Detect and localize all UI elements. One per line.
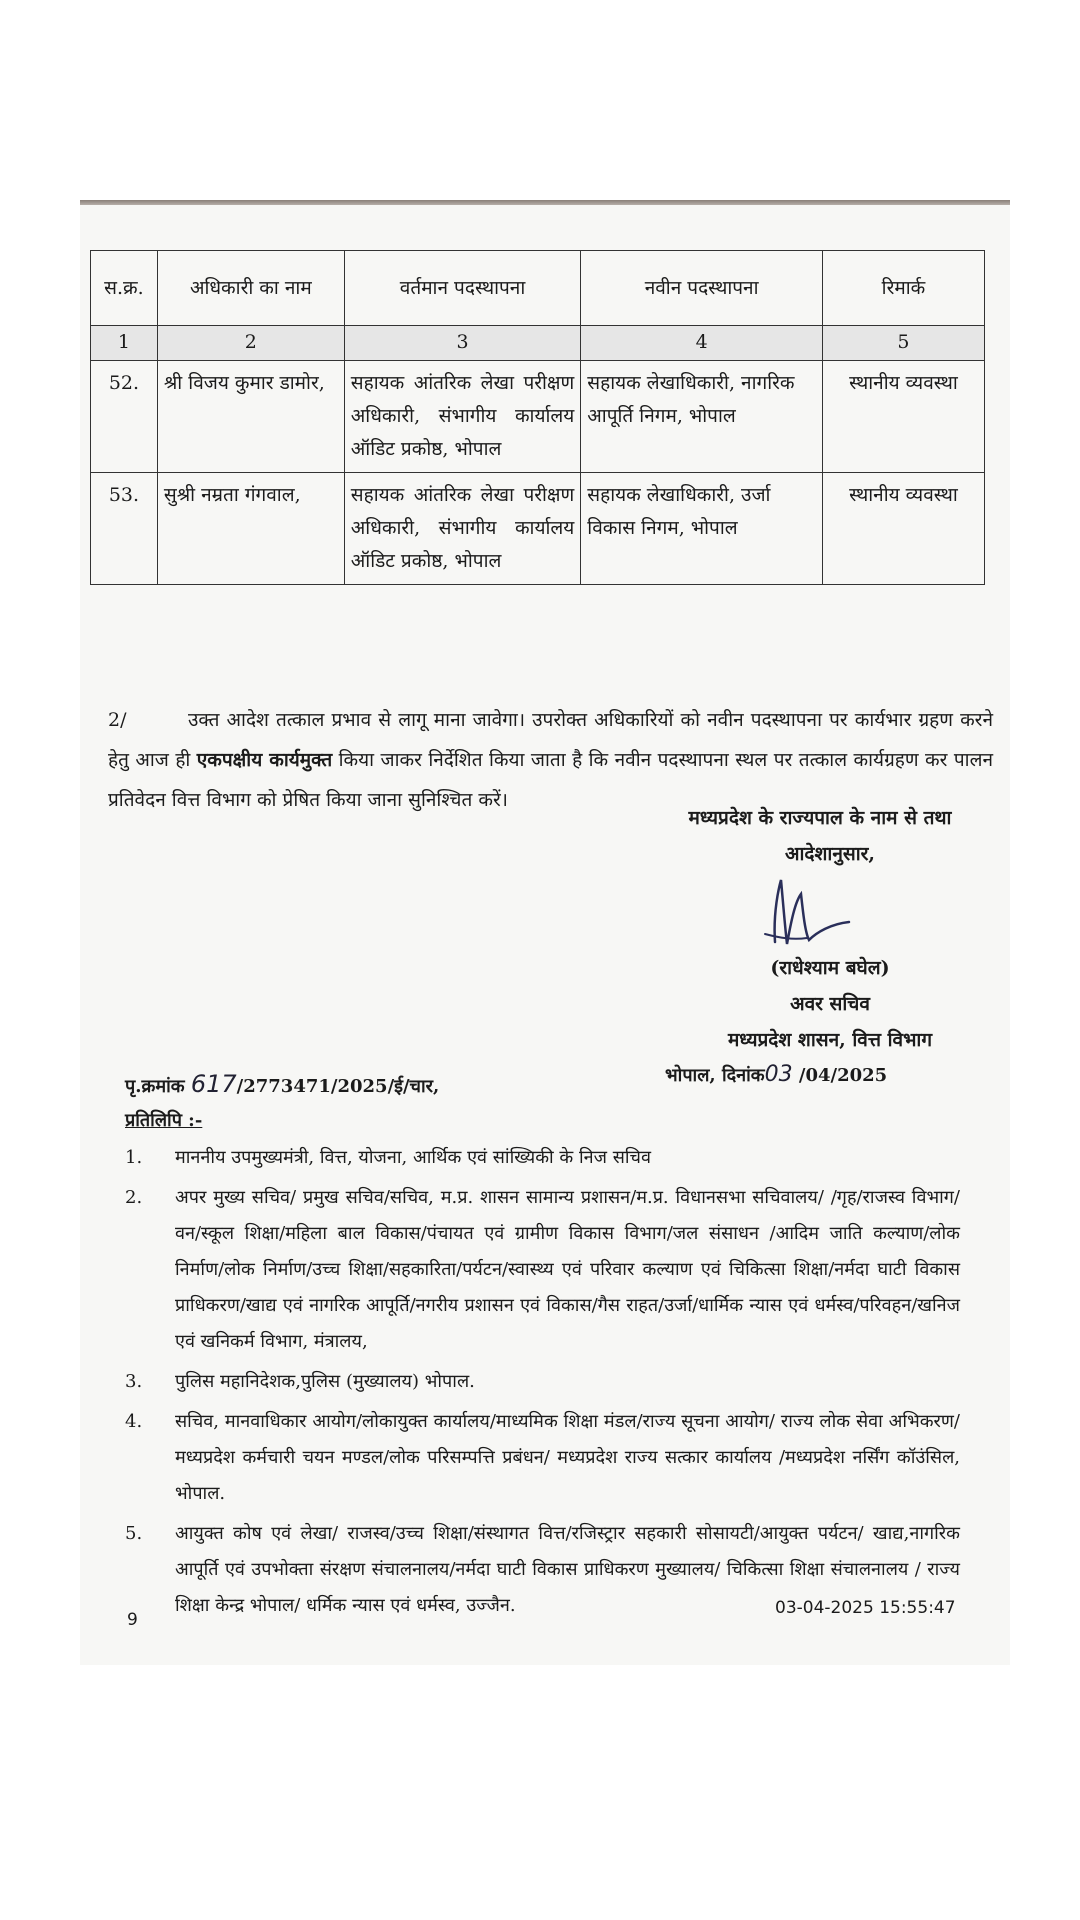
place-date-suffix: /04/2025 [792,1065,888,1086]
paragraph-text-before: उक्त आदेश तत्काल प्रभाव से लागू माना जावेगा। उपरोक्त अधिकारियों को नवीन पदस्थापना पर कार्यभार ग्रहण करने हेतु आज ही [108,709,993,771]
table-row [91,361,985,473]
list-item-text: अपर मुख्य सचिव/ प्रमुख सचिव/सचिव, म.प्र. शासन सामान्य प्रशासन/म.प्र. विधानसभा सचिवालय/ /गृह/राजस्व विभाग/वन/स्कूल शिक्षा/महिला बाल विकास/पंचायत एवं ग्रामीण विकास विभाग/जल संसाधन /आदिम जाति कल्याण/लोक निर्माण/लोक निर्माण/उच्च शिक्षा/सहकारिता/पर्यटन/स्वास्थ्य एवं परिवार कल्याण एवं चिकित्सा शिक्षा/नर्मदा घाटी विकास प्राधिकरण/खाद्य एवं नागरिक आपूर्ति/नगरीय प्रशासन एवं विकास/गैस राहत/उर्जा/धार्मिक न्यास एवं धर्मस्व/परिवहन/खनिज एवं खनिकर्म विभाग, मंत्रालय, [175,1187,960,1352]
handwritten-day: 03 [764,1062,793,1087]
list-item [125,1180,960,1360]
table-row [91,473,985,585]
list-item [125,1364,960,1400]
list-item-number: 5. [125,1523,143,1544]
list-item-number: 1. [125,1147,143,1168]
list-item-text: माननीय उपमुख्यमंत्री, वित्त, योजना, आर्थिक एवं सांख्यिकी के निज सचिव [175,1147,651,1168]
place-date-prefix: भोपाल, दिनांक [665,1065,765,1086]
reference-handwritten-number: 617 [190,1070,237,1098]
list-item [125,1404,960,1512]
header-remark: रिमार्क [822,251,984,326]
row-sn: 52. [91,361,158,473]
signature-block [650,800,1010,1058]
signatory-department: मध्यप्रदेश शासन, वित्त विभाग [727,1029,933,1051]
handwritten-signature [650,872,1010,950]
reference-suffix: /2773471/2025/ई/चार, [236,1076,440,1097]
row-current-posting: सहायक आंतरिक लेखा परीक्षण अधिकारी, संभागीय कार्यालय ऑडिट प्रकोष्ठ, भोपाल [344,361,581,473]
postings-table [90,250,985,585]
list-item-number: 4. [125,1411,143,1432]
header-new-posting: नवीन पदस्थापना [581,251,823,326]
header-current-posting: वर्तमान पदस्थापना [344,251,581,326]
row-remark: स्थानीय व्यवस्था [822,473,984,585]
column-number-row [91,326,985,361]
header-officer-name: अधिकारी का नाम [157,251,344,326]
column-number: 1 [91,326,158,361]
paragraph-number: 2/ [108,709,127,731]
row-new-posting: सहायक लेखाधिकारी, उर्जा विकास निगम, भोपाल [581,473,823,585]
list-item-text: आयुक्त कोष एवं लेखा/ राजस्व/उच्च शिक्षा/संस्थागत वित्त/रजिस्ट्रार सहकारी सोसायटी/आयुक्त पर्यटन/ खाद्य,नागरिक आपूर्ति एवं उपभोक्ता संरक्षण संचालनालय/नर्मदा घाटी विकास प्राधिकरण मुख्यालय/ चिकित्सा शिक्षा संचालनालय / राज्य शिक्षा केन्द्र भोपाल/ धर्मिक न्यास एवं धर्मस्व, उज्जैन. [175,1523,960,1616]
row-officer-name: श्री विजय कुमार डामोर, [157,361,344,473]
copy-to-title: प्रतिलिपि :- [125,1110,203,1131]
row-remark: स्थानीय व्यवस्था [822,361,984,473]
list-item-number: 2. [125,1187,143,1208]
signature-order-line: आदेशानुसार, [784,843,876,865]
row-new-posting: सहायक लेखाधिकारी, नागरिक आपूर्ति निगम, भोपाल [581,361,823,473]
list-item-text: पुलिस महानिदेशक,पुलिस (मुख्यालय) भोपाल. [175,1371,475,1392]
list-item-text: सचिव, मानवाधिकार आयोग/लोकायुक्त कार्यालय/माध्यमिक शिक्षा मंडल/राज्य सूचना आयोग/ राज्य लोक सेवा अभिकरण/मध्यप्रदेश कर्मचारी चयन मण्डल/लोक परिसम्पत्ति प्रबंधन/ मध्यप्रदेश राज्य सत्कार कार्यालय /मध्यप्रदेश नर्सिंग कॉउंसिल, भोपाल. [175,1411,960,1504]
page-number: 9 [127,1610,138,1630]
paragraph-text-after: किया जाकर निर्देशित किया जाता है कि नवीन पदस्थापना स्थल पर तत्काल कार्यग्रहण कर पालन प्रतिवेदन वित्त विभाग को प्रेषित किया जाना सुनिश्चित करें। [108,749,993,811]
paragraph-bold-text: एकपक्षीय कार्यमुक्त [196,749,333,771]
list-item-number: 3. [125,1371,143,1392]
print-timestamp: 03-04-2025 15:55:47 [775,1598,956,1618]
signature-scribble-icon [745,872,885,950]
signature-authority-line: मध्यप्रदेश के राज्यपाल के नाम से तथा [688,807,952,829]
signatory-designation: अवर सचिव [790,993,870,1015]
table-header-row [91,251,985,326]
copy-to-list [125,1140,960,1628]
place-date [665,1062,887,1087]
row-current-posting: सहायक आंतरिक लेखा परीक्षण अधिकारी, संभागीय कार्यालय ऑडिट प्रकोष्ठ, भोपाल [344,473,581,585]
column-number: 4 [581,326,823,361]
header-sn: स.क्र. [91,251,158,326]
row-sn: 53. [91,473,158,585]
list-item [125,1140,960,1176]
reference-number [125,1070,439,1098]
signatory-name: (राधेश्याम बघेल) [770,957,890,979]
row-officer-name: सुश्री नम्रता गंगवाल, [157,473,344,585]
column-number: 2 [157,326,344,361]
column-number: 5 [822,326,984,361]
reference-prefix: पृ.क्रमांक [125,1076,191,1097]
column-number: 3 [344,326,581,361]
